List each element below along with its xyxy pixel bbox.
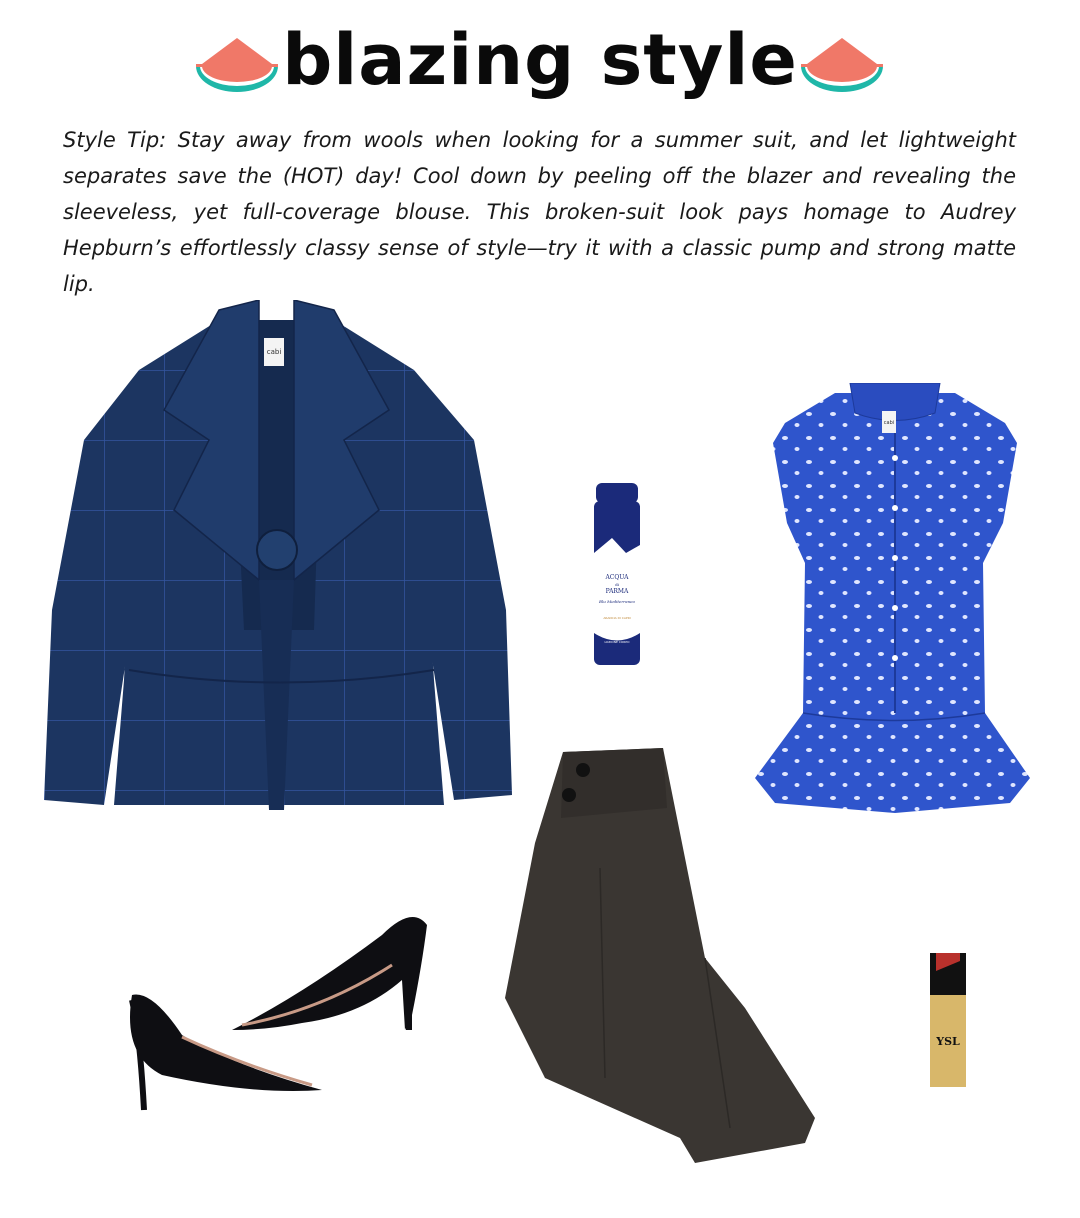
header: [0, 14, 1080, 104]
navy-plaid-blazer-image[interactable]: [44, 300, 514, 812]
blazer-label: cabi: [266, 348, 282, 356]
svg-text:PARMA: PARMA: [605, 588, 629, 595]
svg-text:ARANCIA DI CAPRI: ARANCIA DI CAPRI: [603, 616, 631, 620]
blu-mediterraneo-lotion-image[interactable]: [592, 483, 642, 668]
svg-text:LOZIONE CORPO: LOZIONE CORPO: [604, 640, 630, 644]
page-title: blazing style: [282, 19, 798, 101]
svg-text:di: di: [615, 582, 619, 587]
ysl-lipstick-image[interactable]: [928, 953, 968, 1088]
ysl-monogram: YSL: [936, 1035, 960, 1048]
watermelon-slice-icon: [797, 36, 887, 96]
blouse-label: cabi: [883, 420, 895, 426]
svg-text:ACQUA: ACQUA: [605, 574, 629, 581]
svg-text:Blu Mediterraneo: Blu Mediterraneo: [599, 599, 635, 604]
style-tip-text: Style Tip: Stay away from wools when looking for a summer suit, and let lightweight separates save the (HOT) day! Cool down by peeling off the blazer and revealing the sleeveless, yet full-coverage blouse. This broken-suit look pays homage to Audrey Hepburn’s effortlessly classy sense of style—try it with a classic pump and strong matte lip.: [63, 128, 1016, 296]
dark-trousers-image[interactable]: [505, 748, 825, 1168]
black-patent-pumps-image[interactable]: [122, 905, 432, 1115]
